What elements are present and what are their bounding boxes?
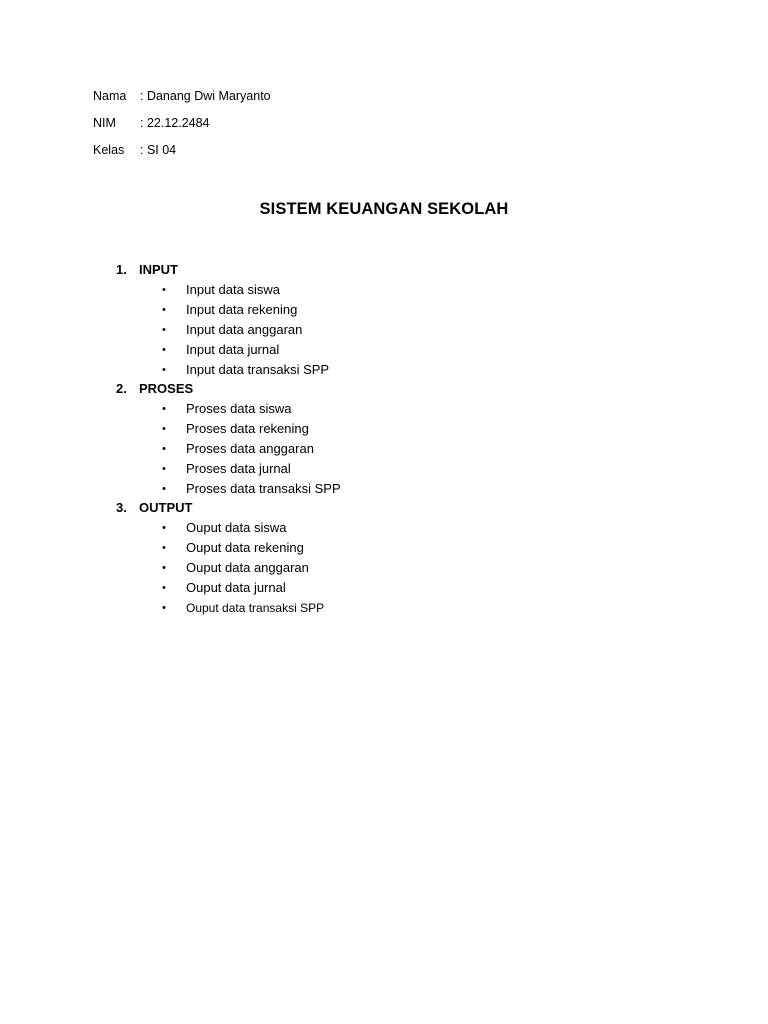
bullet-icon: • — [162, 443, 166, 455]
bullet-icon: • — [162, 304, 166, 316]
list-item-text: Ouput data rekening — [186, 540, 304, 555]
list-item-text: Ouput data transaksi SPP — [186, 601, 325, 615]
list-item-text: Ouput data anggaran — [186, 560, 309, 575]
list-item — [162, 421, 309, 438]
bullet-icon: • — [162, 562, 166, 574]
bullet-icon: • — [162, 344, 166, 356]
bullet-icon: • — [162, 522, 166, 534]
bullet-icon: • — [162, 324, 166, 336]
info-nama-label: Nama — [93, 89, 127, 103]
list-item-text: Input data anggaran — [186, 322, 303, 337]
list-item — [162, 560, 309, 577]
section-number: 2. — [116, 381, 127, 396]
list-item — [162, 282, 280, 299]
info-kelas-value: : SI 04 — [140, 143, 177, 157]
list-item-text: Ouput data siswa — [186, 520, 287, 535]
list-item — [162, 600, 324, 617]
bullet-icon: • — [162, 483, 166, 495]
bullet-icon: • — [162, 582, 166, 594]
info-nim-label: NIM — [93, 116, 116, 130]
list-item — [162, 520, 286, 537]
info-kelas-label: Kelas — [93, 143, 125, 157]
section-input — [116, 262, 178, 278]
list-item — [162, 342, 279, 359]
list-item-text: Proses data rekening — [186, 421, 309, 436]
bullet-icon: • — [162, 463, 166, 475]
section-heading: INPUT — [139, 262, 178, 277]
list-item — [162, 481, 341, 498]
bullet-icon: • — [162, 542, 166, 554]
list-item — [162, 322, 302, 339]
list-item-text: Input data transaksi SPP — [186, 362, 330, 377]
list-item-text: Ouput data jurnal — [186, 580, 286, 595]
bullet-icon: • — [162, 423, 166, 435]
list-item-text: Input data siswa — [186, 282, 280, 297]
list-item — [162, 302, 297, 319]
section-heading: OUTPUT — [139, 500, 193, 515]
list-item-text: Input data jurnal — [186, 342, 280, 357]
document-title: SISTEM KEUANGAN SEKOLAH — [259, 200, 509, 218]
list-item-text: Proses data transaksi SPP — [186, 481, 341, 496]
bullet-icon: • — [162, 364, 166, 376]
info-kelas — [93, 142, 176, 158]
info-nim-value: : 22.12.2484 — [140, 116, 210, 130]
list-item — [162, 401, 292, 418]
section-heading: PROSES — [139, 381, 194, 396]
bullet-icon: • — [162, 602, 166, 614]
list-item — [162, 461, 291, 478]
list-item-text: Proses data anggaran — [186, 441, 314, 456]
list-item-text: Input data rekening — [186, 302, 298, 317]
info-nama — [93, 88, 271, 104]
list-item-text: Proses data siswa — [186, 401, 292, 416]
bullet-icon: • — [162, 284, 166, 296]
list-item — [162, 540, 304, 557]
info-nama-value: : Danang Dwi Maryanto — [140, 89, 271, 103]
list-item — [162, 362, 329, 379]
list-item — [162, 441, 314, 458]
section-number: 1. — [116, 262, 127, 277]
list-item — [162, 580, 286, 597]
info-nim — [93, 115, 210, 131]
list-item-text: Proses data jurnal — [186, 461, 291, 476]
bullet-icon: • — [162, 403, 166, 415]
section-number: 3. — [116, 500, 127, 515]
section-proses — [116, 381, 193, 397]
section-output — [116, 500, 192, 516]
